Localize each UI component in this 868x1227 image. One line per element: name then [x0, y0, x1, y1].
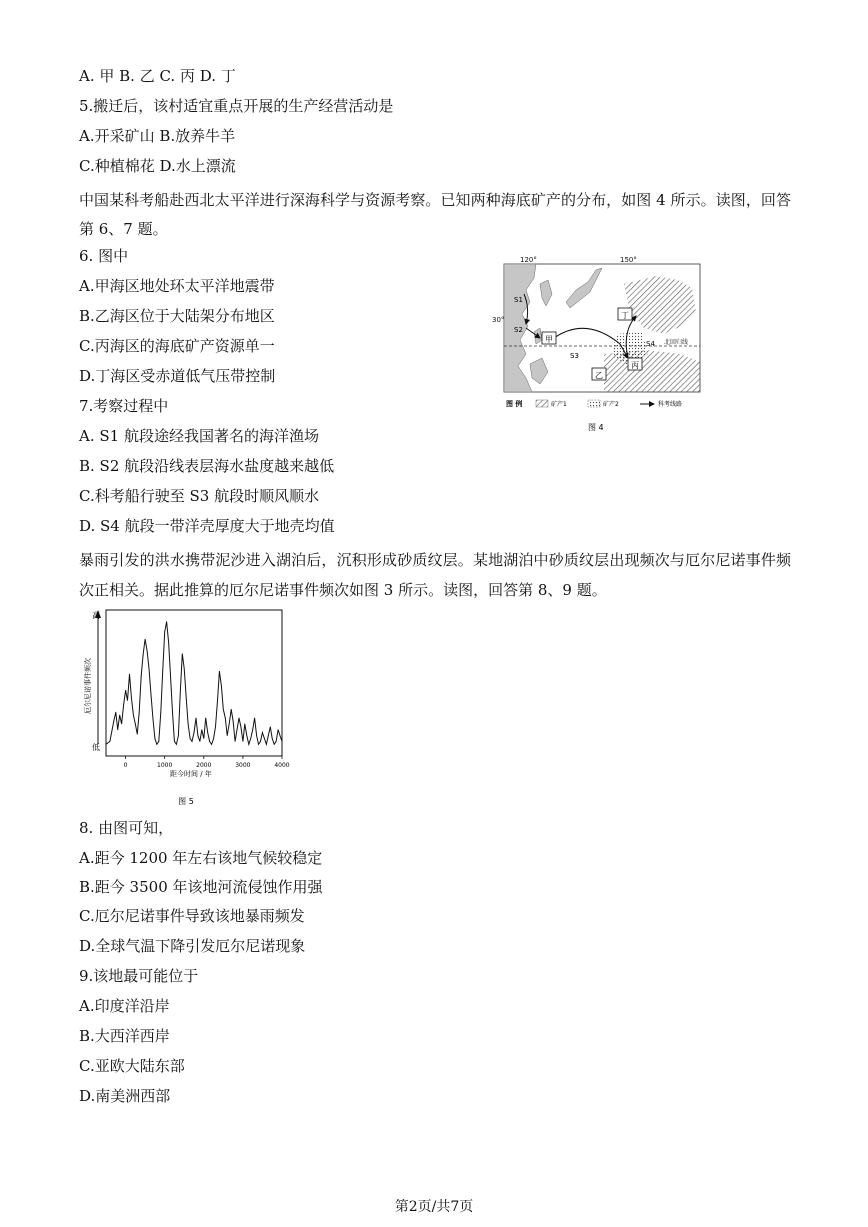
route-label-s2: S2	[514, 326, 523, 334]
series-point	[282, 741, 283, 742]
passage-q6-q7: 中国某科考船赴西北太平洋进行深海科学与资源考察。已知两种海底矿产的分布，如图 4 所示。读图，回答第 6、7 题。	[79, 191, 791, 238]
q5-options-ab: A.开采矿山 B.放养牛羊	[79, 127, 236, 145]
series-point	[272, 738, 273, 739]
series-point	[262, 732, 263, 733]
series-point	[188, 723, 189, 724]
q9-stem: 9.该地最可能位于	[79, 967, 199, 985]
series-point	[192, 741, 193, 742]
q8-option-b: B.距今 3500 年该地河流侵蚀作用强	[79, 878, 323, 896]
series-point	[170, 675, 171, 676]
legend-mineral2-swatch	[588, 400, 600, 407]
series-point	[154, 738, 155, 739]
q6-option-c: C.丙海区的海底矿产资源单一	[79, 337, 275, 355]
series-point	[270, 726, 271, 727]
series-point	[133, 715, 134, 716]
series-point	[129, 674, 130, 675]
map-svg	[492, 254, 706, 434]
series-point	[147, 650, 148, 651]
series-point	[190, 738, 191, 739]
series-point	[276, 741, 277, 742]
area-yi-label: 乙	[595, 371, 603, 380]
q7-option-b: B. S2 航段沿线表层海水盐度越来越低	[79, 457, 335, 475]
series-point	[213, 738, 214, 739]
series-point	[139, 712, 140, 713]
series-point	[215, 726, 216, 727]
q8-stem: 8. 由图可知，	[79, 819, 174, 837]
series-point	[149, 668, 150, 669]
series-point	[239, 718, 240, 719]
series-point	[260, 741, 261, 742]
route-label-s4: S4	[646, 340, 655, 348]
q6-stem: 6. 图中	[79, 247, 129, 265]
series-point	[268, 735, 269, 736]
series-point	[178, 735, 179, 736]
series-point	[252, 729, 253, 730]
x-tick-label: 2000	[196, 762, 212, 769]
series-point	[164, 632, 165, 633]
series-point	[196, 718, 197, 719]
series-point	[162, 671, 163, 672]
series-point	[153, 718, 154, 719]
series-point	[266, 744, 267, 745]
series-point	[174, 741, 175, 742]
series-point	[180, 691, 181, 692]
series-point	[194, 732, 195, 733]
series-point	[113, 721, 114, 722]
q8-option-c: C.厄尔尼诺事件导致该地暴雨频发	[79, 907, 305, 925]
y-axis-high-label: 高	[92, 611, 100, 620]
series-point	[131, 697, 132, 698]
q6-option-b: B.乙海区位于大陆架分布地区	[79, 307, 275, 325]
series-point	[198, 735, 199, 736]
series-point	[141, 675, 142, 676]
q9-option-c: C.亚欧大陆东部	[79, 1057, 185, 1075]
y-axis-title: 厄尔尼诺事件频次	[84, 658, 92, 714]
q5-stem: 5.搬迁后，该村适宜重点开展的生产经营活动是	[79, 97, 394, 115]
legend-title: 图 例	[506, 400, 523, 408]
series-point	[166, 621, 167, 622]
series-point	[186, 697, 187, 698]
x-tick-label: 3000	[235, 762, 251, 769]
series-point	[199, 741, 200, 742]
legend-route-label: 科考线路	[658, 401, 683, 408]
route-label-s1: S1	[514, 296, 523, 304]
series-point	[250, 738, 251, 739]
series-point	[233, 721, 234, 722]
legend-mineral1-swatch	[536, 400, 548, 407]
series-point	[106, 744, 107, 745]
series-point	[123, 705, 124, 706]
series-point	[211, 744, 212, 745]
q7-option-a: A. S1 航段途经我国著名的海洋渔场	[79, 427, 319, 445]
q9-option-d: D.南美洲西部	[79, 1087, 171, 1105]
q9-option-b: B.大西洋西岸	[79, 1027, 170, 1045]
series-point	[158, 741, 159, 742]
lon-120-label: 120°	[520, 256, 537, 264]
legend-mineral1-label: 矿产1	[551, 401, 567, 408]
series-point	[248, 744, 249, 745]
series-point	[135, 723, 136, 724]
series-point	[241, 726, 242, 727]
series-point	[246, 735, 247, 736]
series-point	[121, 723, 122, 724]
series-point	[184, 668, 185, 669]
figure-5-caption: 图 5	[178, 797, 194, 806]
area-jia-label: 甲	[545, 335, 553, 344]
figure-5-chart	[78, 604, 290, 812]
x-tick-group	[124, 756, 290, 769]
series-point	[274, 744, 275, 745]
series-point	[205, 718, 206, 719]
series-point	[219, 671, 220, 672]
q6-option-a: A.甲海区地处环太平洋地震带	[79, 277, 275, 295]
x-tick-label: 4000	[274, 762, 290, 769]
series-point	[244, 723, 245, 724]
series-point	[151, 694, 152, 695]
series-point	[227, 735, 228, 736]
series-point	[254, 718, 255, 719]
series-point	[256, 735, 257, 736]
x-tick-label: 1000	[157, 762, 173, 769]
q8-option-a: A.距今 1200 年左右该地气候较稳定	[79, 849, 323, 867]
series-point	[115, 712, 116, 713]
q4-options: A. 甲 B. 乙 C. 丙 D. 丁	[79, 67, 236, 85]
page-footer: 第2页/共7页	[394, 1199, 474, 1215]
q6-option-d: D.丁海区受赤道低气压带控制	[79, 367, 276, 385]
series-point	[110, 741, 111, 742]
series-point	[168, 642, 169, 643]
series-point	[117, 729, 118, 730]
area-ding-label: 丁	[621, 311, 629, 320]
series-point	[258, 744, 259, 745]
series-point	[143, 653, 144, 654]
series-point	[156, 744, 157, 745]
series-point	[225, 718, 226, 719]
series-point	[203, 738, 204, 739]
series-point	[242, 741, 243, 742]
q7-stem: 7.考察过程中	[79, 397, 169, 415]
series-point	[221, 686, 222, 687]
figure-4-caption: 图 4	[588, 423, 604, 432]
q7-option-c: C.科考船行驶至 S3 航段时顺风顺水	[79, 487, 320, 505]
passage-q8-q9: 暴雨引发的洪水携带泥沙进入湖泊后，沉积形成砂质纹层。某地湖泊中砂质纹层出现频次与厄尔尼诺事件频次正相关。据此推算的厄尔尼诺事件频次如图 3 所示。读图，回答第 8、9 题。	[79, 551, 791, 599]
route-label-s3: S3	[570, 352, 579, 360]
x-axis-title: 距今时间 / 年	[170, 770, 212, 778]
series-point	[176, 744, 177, 745]
area-bing-label: 丙	[631, 361, 639, 370]
series-point	[229, 723, 230, 724]
series-point	[125, 690, 126, 691]
q8-option-d: D.全球气温下降引发厄尔尼诺现象	[79, 937, 306, 955]
series-point	[160, 712, 161, 713]
lat-30-label: 30°	[492, 316, 505, 324]
series-point	[209, 741, 210, 742]
series-point	[223, 709, 224, 710]
series-point	[235, 741, 236, 742]
x-tick-label: 0	[123, 762, 128, 769]
tropic-label: 北回归线	[664, 339, 689, 346]
series-point	[201, 729, 202, 730]
series-point	[237, 729, 238, 730]
q9-option-a: A.印度洋沿岸	[79, 997, 170, 1015]
lon-150-label: 150°	[620, 256, 637, 264]
series-point	[264, 738, 265, 739]
series-point	[278, 729, 279, 730]
series-point	[119, 715, 120, 716]
legend-mineral2-label: 矿产2	[603, 401, 619, 408]
series-point	[217, 700, 218, 701]
y-axis-low-label: 低	[92, 743, 100, 752]
q7-option-d: D. S4 航段一带洋壳厚度大于地壳均值	[79, 517, 335, 535]
series-point	[231, 709, 232, 710]
series-point	[127, 700, 128, 701]
series-point	[207, 732, 208, 733]
q5-options-cd: C.种植棉花 D.水上漂流	[79, 157, 236, 175]
series-point	[172, 712, 173, 713]
figure-4-map	[492, 254, 706, 434]
el-nino-chart	[78, 604, 290, 812]
series-point	[145, 639, 146, 640]
series-point	[137, 734, 138, 735]
series-point	[182, 653, 183, 654]
series-point	[280, 735, 281, 736]
